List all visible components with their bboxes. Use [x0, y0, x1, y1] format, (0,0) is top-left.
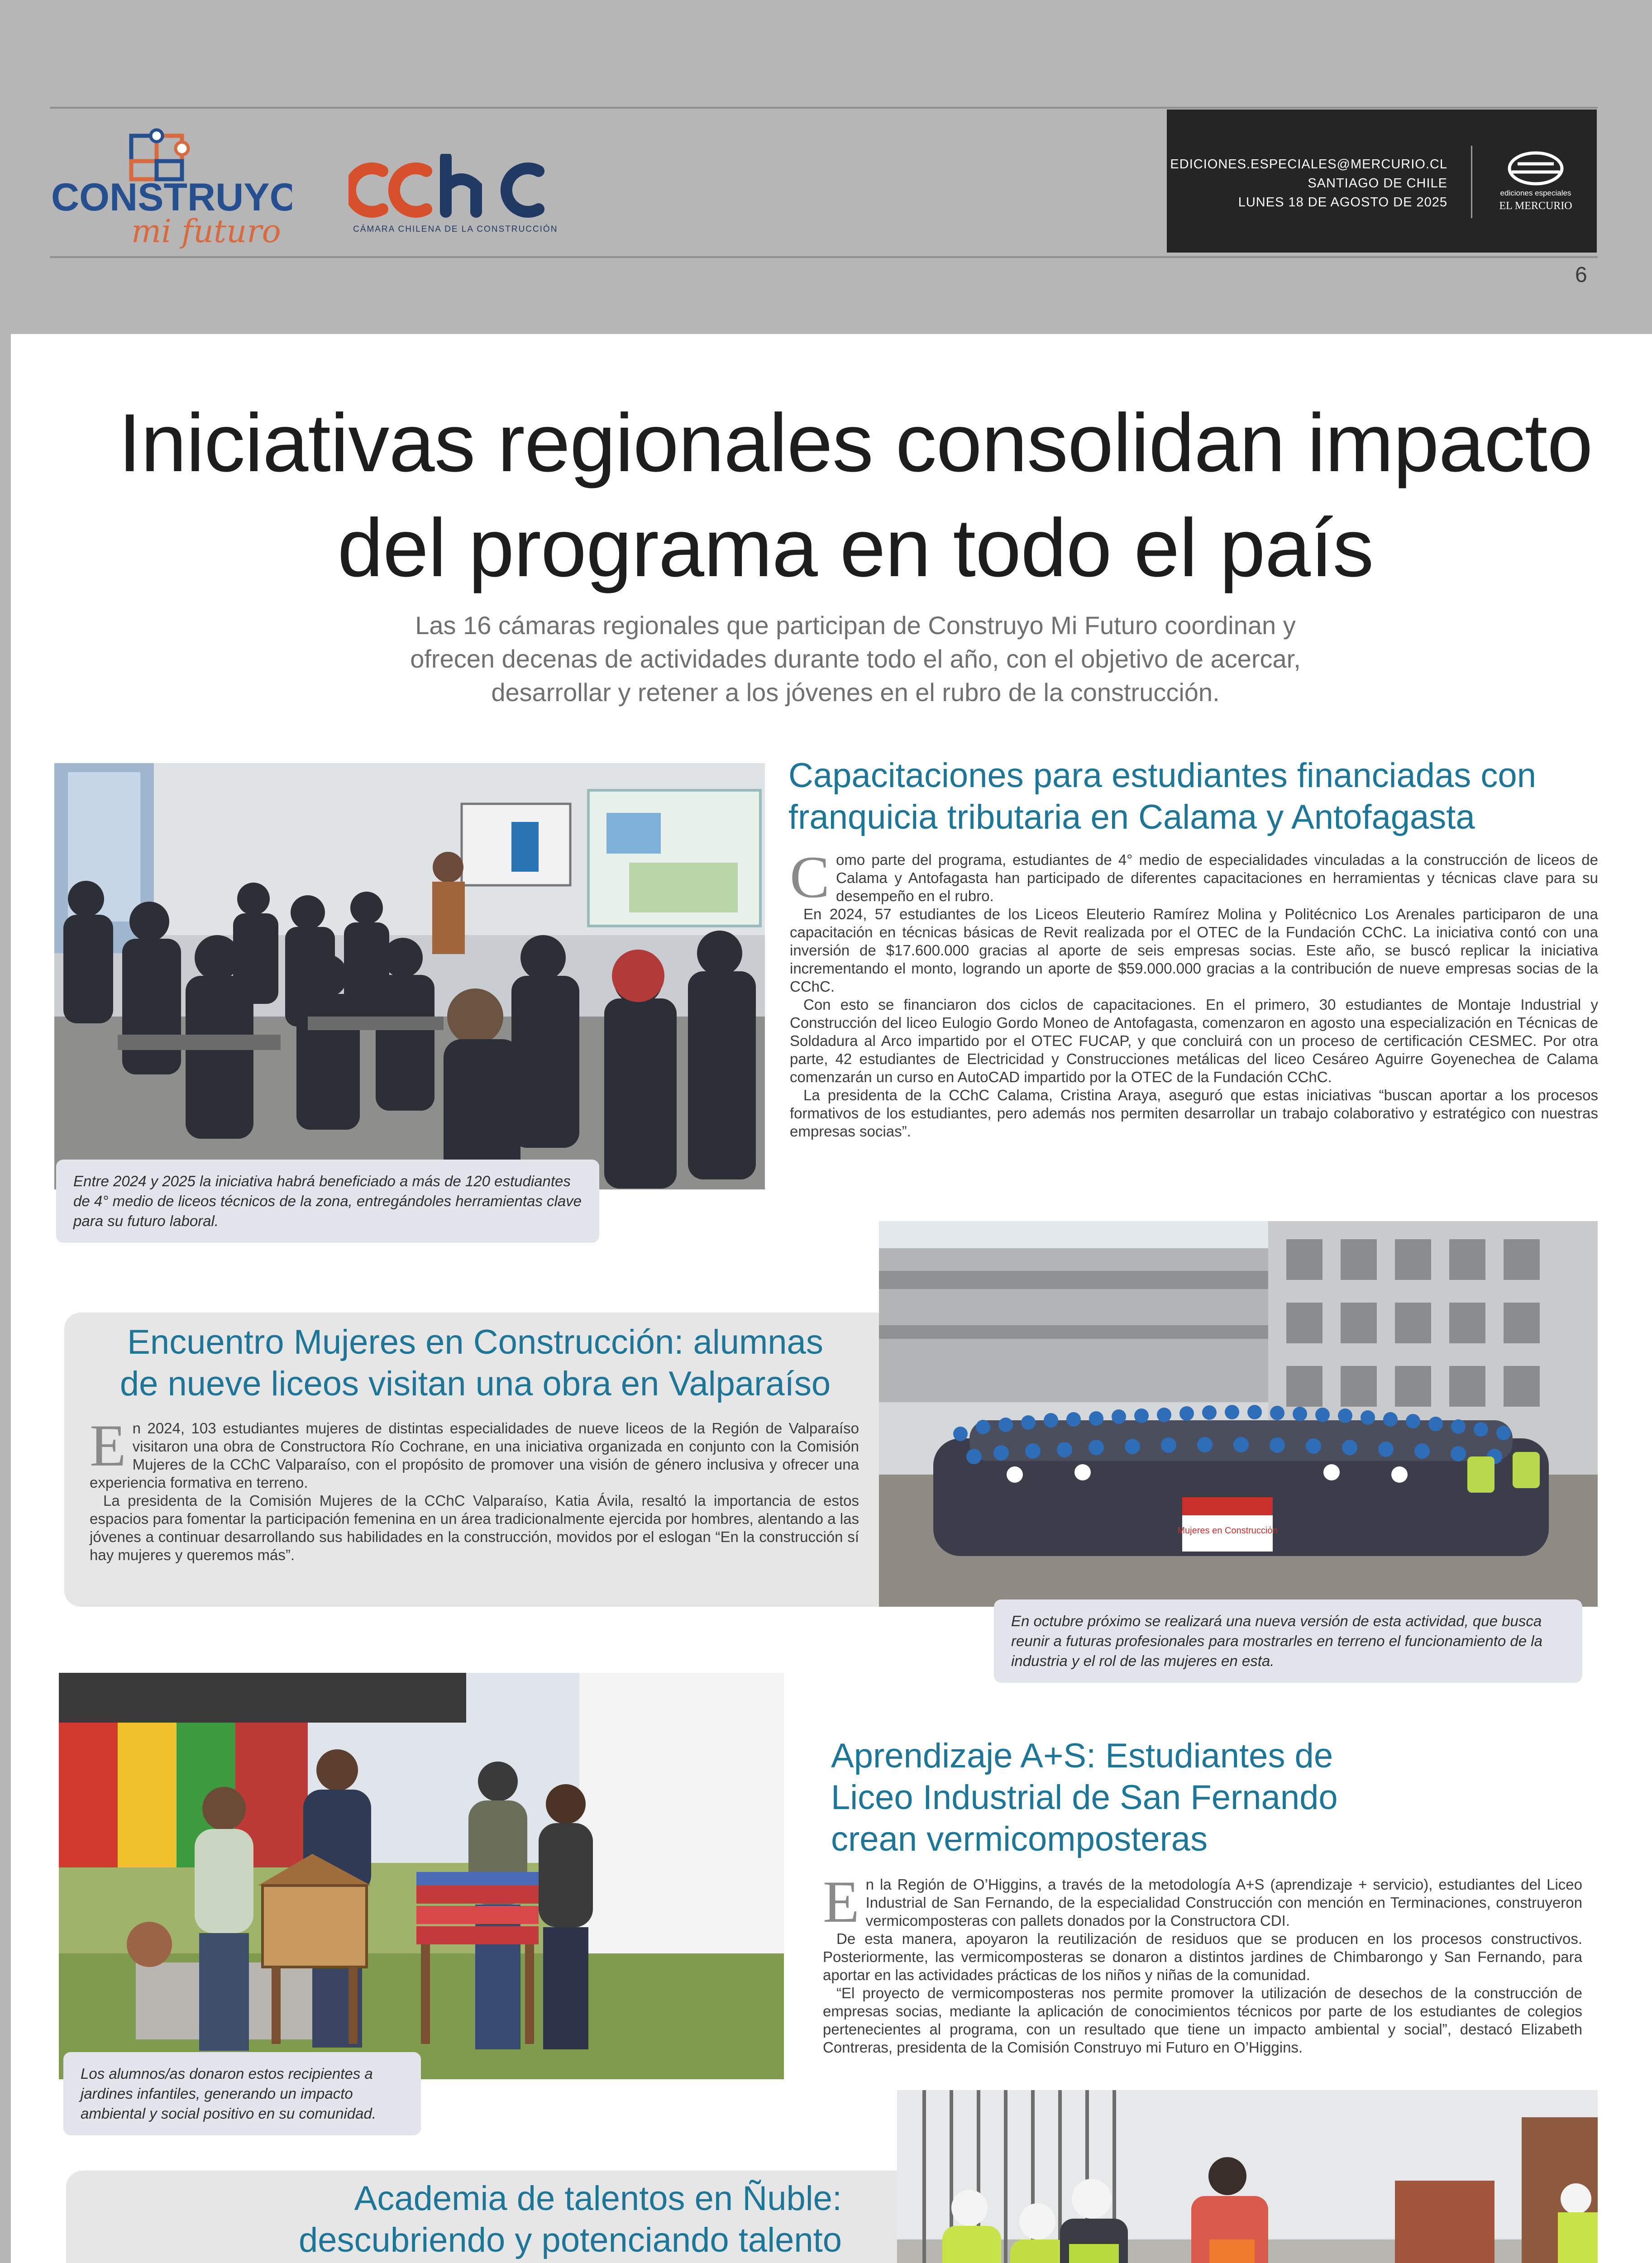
lead-line: desarrollar y retener a los jóvenes en el rubro de la construcción.: [491, 678, 1220, 707]
article-body: [790, 844, 1598, 1141]
construction-workers-photo: [897, 2090, 1598, 2263]
page-title-line: Iniciativas regionales consolidan impacto: [118, 396, 1593, 489]
puzzle-house-icon: [131, 130, 188, 179]
caption-text: Los alumnos/as donaron estos recipientes a jardines infantiles, generando un impacto ambiental y social positivo en su comunidad.: [81, 2065, 377, 2122]
headline-line: descubriendo y potenciando talento: [298, 2221, 842, 2259]
article-body: [823, 1868, 1582, 2057]
drop-cap: E: [90, 1412, 126, 1479]
headline-line: Academia de talentos en Ñuble:: [354, 2179, 842, 2218]
banner-sign-text: Mujeres en Construcción: [1177, 1526, 1278, 1536]
article-paragraph: La presidenta de la CChC Calama, Cristina Araya, aseguró que estas iniciativas “buscan aportar a los procesos formativos de los estudiantes, pero además nos permiten desarrollar un trabajo colaborativo y estratégico con nuestras empresas socias”.: [790, 1087, 1598, 1140]
headline-line: crean vermicomposteras: [831, 1820, 1208, 1858]
lead-line: ofrecen decenas de actividades durante todo el año, con el objetivo de acercar,: [410, 645, 1301, 673]
headline-line: Capacitaciones para estudiantes financiadas con: [788, 756, 1536, 795]
el-mercurio-logo: [1484, 146, 1588, 218]
classroom-photo: [54, 763, 765, 1189]
article-paragraph: Con esto se financiaron dos ciclos de capacitaciones. En el primero, 30 estudiantes de Montaje Industrial y Construcción del liceo Eulogio Gordo Moneo de Antofagasta, comenzaron en agosto una especialización en Técnicas de Soldadura al Arco impartido por el OTEC FUCAP, y que concluirá con un proceso de certificación CESMEC. Por otra parte, 42 estudiantes de Electricidad y Construcciones metálicas del liceo Cesáreo Aguirre Goyenechea de Calama comenzarán un curso en AutoCAD impartido por la OTEC de la Fundación CChC.: [790, 996, 1598, 1085]
article-headline: [831, 1735, 1510, 1860]
article-paragraph: De esta manera, apoyaron la reutilización de residuos que se producen en los procesos constructivos. Posteriormente, las vermicomposteras se donaron a distintos jardines de Chimbarongo y San Fernando, para aportar en las actividades prácticas de los niños y niñas de la comunidad.: [823, 1930, 1582, 1983]
el-mercurio-emblem-icon: [1509, 153, 1562, 184]
edition-city: SANTIAGO DE CHILE: [1308, 176, 1447, 191]
lead-paragraph: [226, 609, 1485, 709]
header-rule-top: [50, 107, 1598, 109]
edition-info: [1170, 155, 1447, 212]
headline-line: [136, 2261, 842, 2263]
photo-caption: [63, 2052, 421, 2135]
headline-line: franquicia tributaria en Calama y Antofagasta: [788, 798, 1475, 836]
cchc-mark-icon: [350, 158, 539, 212]
drop-cap: C: [790, 844, 830, 910]
article-paragraph: En 2024, 103 estudiantes mujeres de distintas especialidades de nueve liceos de la Región de Valparaíso visitaron una obra de Constructora Río Cochrane, en una iniciativa organizada en conjunto con la Comisión Mujeres de la CChC Valparaíso, con el propósito de promover una visión de género inclusiva y ofrecer una experiencia formativa en terreno.: [90, 1412, 859, 1491]
article-headline: [788, 755, 1630, 838]
article-headline: [136, 2178, 842, 2263]
page-title-line: del programa en todo el país: [337, 501, 1374, 594]
mi-futuro-script: mi futuro: [131, 213, 281, 250]
caption-text: Entre 2024 y 2025 la iniciativa habrá beneficiado a más de 120 estudiantes de 4° medio de liceos técnicos de la zona, entregándoles herramientas clave para su futuro laboral.: [73, 1173, 582, 1229]
mercurio-small-text: ediciones especiales: [1500, 189, 1571, 197]
article-paragraph: En 2024, 57 estudiantes de los Liceos Eleuterio Ramírez Molina y Politécnico Los Arenales participaron de una capacitación en técnicas básicas de Revit realizada por el OTEC de la Fundación CChC. La iniciativa contó con una inversión de $17.600.000 gracias al aporte de seis empresas socias. Este año, se buscó replicar la iniciativa incrementando el monto, logrando un aporte de $59.000.000 gracias a la contribución de nueve empresas socias de la CChC.: [790, 906, 1598, 995]
page-title: [18, 390, 1652, 600]
vermicomposter-photo: [59, 1673, 784, 2079]
lead-line: Las 16 cámaras regionales que participan de Construyo Mi Futuro coordinan y: [415, 611, 1296, 640]
caption-text: En octubre próximo se realizará una nueva versión de esta actividad, que busca reunir a futuras profesionales para mostrarles en terreno el funcionamiento de la industria y el rol de las mujeres en esta.: [1011, 1613, 1542, 1669]
construction-site-group-photo: [879, 1221, 1598, 1607]
mercurio-name: EL MERCURIO: [1499, 200, 1572, 212]
photo-caption: [56, 1160, 599, 1243]
article-body: [90, 1412, 859, 1564]
article-paragraph: “El proyecto de vermicomposteras nos permite promover la utilización de desechos de la construcción de empresas socias, mediante la aplicación de conocimientos técnicos por parte de los estudiantes de colegios pertenecientes al programa, con un resultado que tiene un impacto ambiental y social”, destacó Elizabeth Contreras, presidenta de la Comisión Construyo mi Futuro en O’Higgins.: [823, 1985, 1582, 2056]
article-paragraph: Como parte del programa, estudiantes de 4° medio de especialidades vinculadas a la construcción de liceos de Calama y Antofagasta han participado de diferentes capacitaciones en herramientas y técnicas clave para su desempeño en el rubro.: [790, 844, 1598, 910]
construyo-mi-futuro-logo: [48, 118, 292, 253]
photo-caption: [994, 1599, 1582, 1683]
header-rule-bottom: [50, 256, 1598, 258]
drop-cap: E: [823, 1868, 859, 1935]
edition-info-box: [1167, 110, 1597, 253]
article-headline: [81, 1322, 869, 1405]
cchc-full-name: CÁMARA CHILENA DE LA CONSTRUCCIÓN: [353, 224, 558, 234]
edition-date: LUNES 18 DE AGOSTO DE 2025: [1238, 195, 1447, 210]
article-paragraph: En la Región de O’Higgins, a través de la metodología A+S (aprendizaje + servicio), estudiantes del Liceo Industrial de San Fernando, de la especialidad Construcción con mención en Terminaciones, construyeron vermicomposteras con pallets donados por la Constructora CDI.: [823, 1868, 1582, 1935]
article-paragraph: La presidenta de la Comisión Mujeres de la CChC Valparaíso, Katia Ávila, resaltó la importancia de estos espacios para fomentar la participación femenina en un área tradicionalmente ejercida por hombres, alentando a las jóvenes a continuar desarrollando sus habilidades en la construcción, movidos por el eslogan “En la construcción sí hay mujeres y queremos más”.: [90, 1492, 859, 1563]
construyo-wordmark: CONSTRUYO: [51, 176, 292, 219]
headline-line: Liceo Industrial de San Fernando: [831, 1778, 1338, 1817]
page-number: 6: [1575, 263, 1587, 287]
headline-line: Aprendizaje A+S: Estudiantes de: [831, 1737, 1333, 1775]
edition-email[interactable]: EDICIONES.ESPECIALES@MERCURIO.CL: [1170, 157, 1447, 172]
headline-line: Encuentro Mujeres en Construcción: alumnas: [127, 1323, 823, 1361]
headline-line: de nueve liceos visitan una obra en Valparaíso: [119, 1365, 831, 1403]
edition-separator: [1471, 146, 1472, 218]
cchc-logo: [349, 154, 570, 235]
